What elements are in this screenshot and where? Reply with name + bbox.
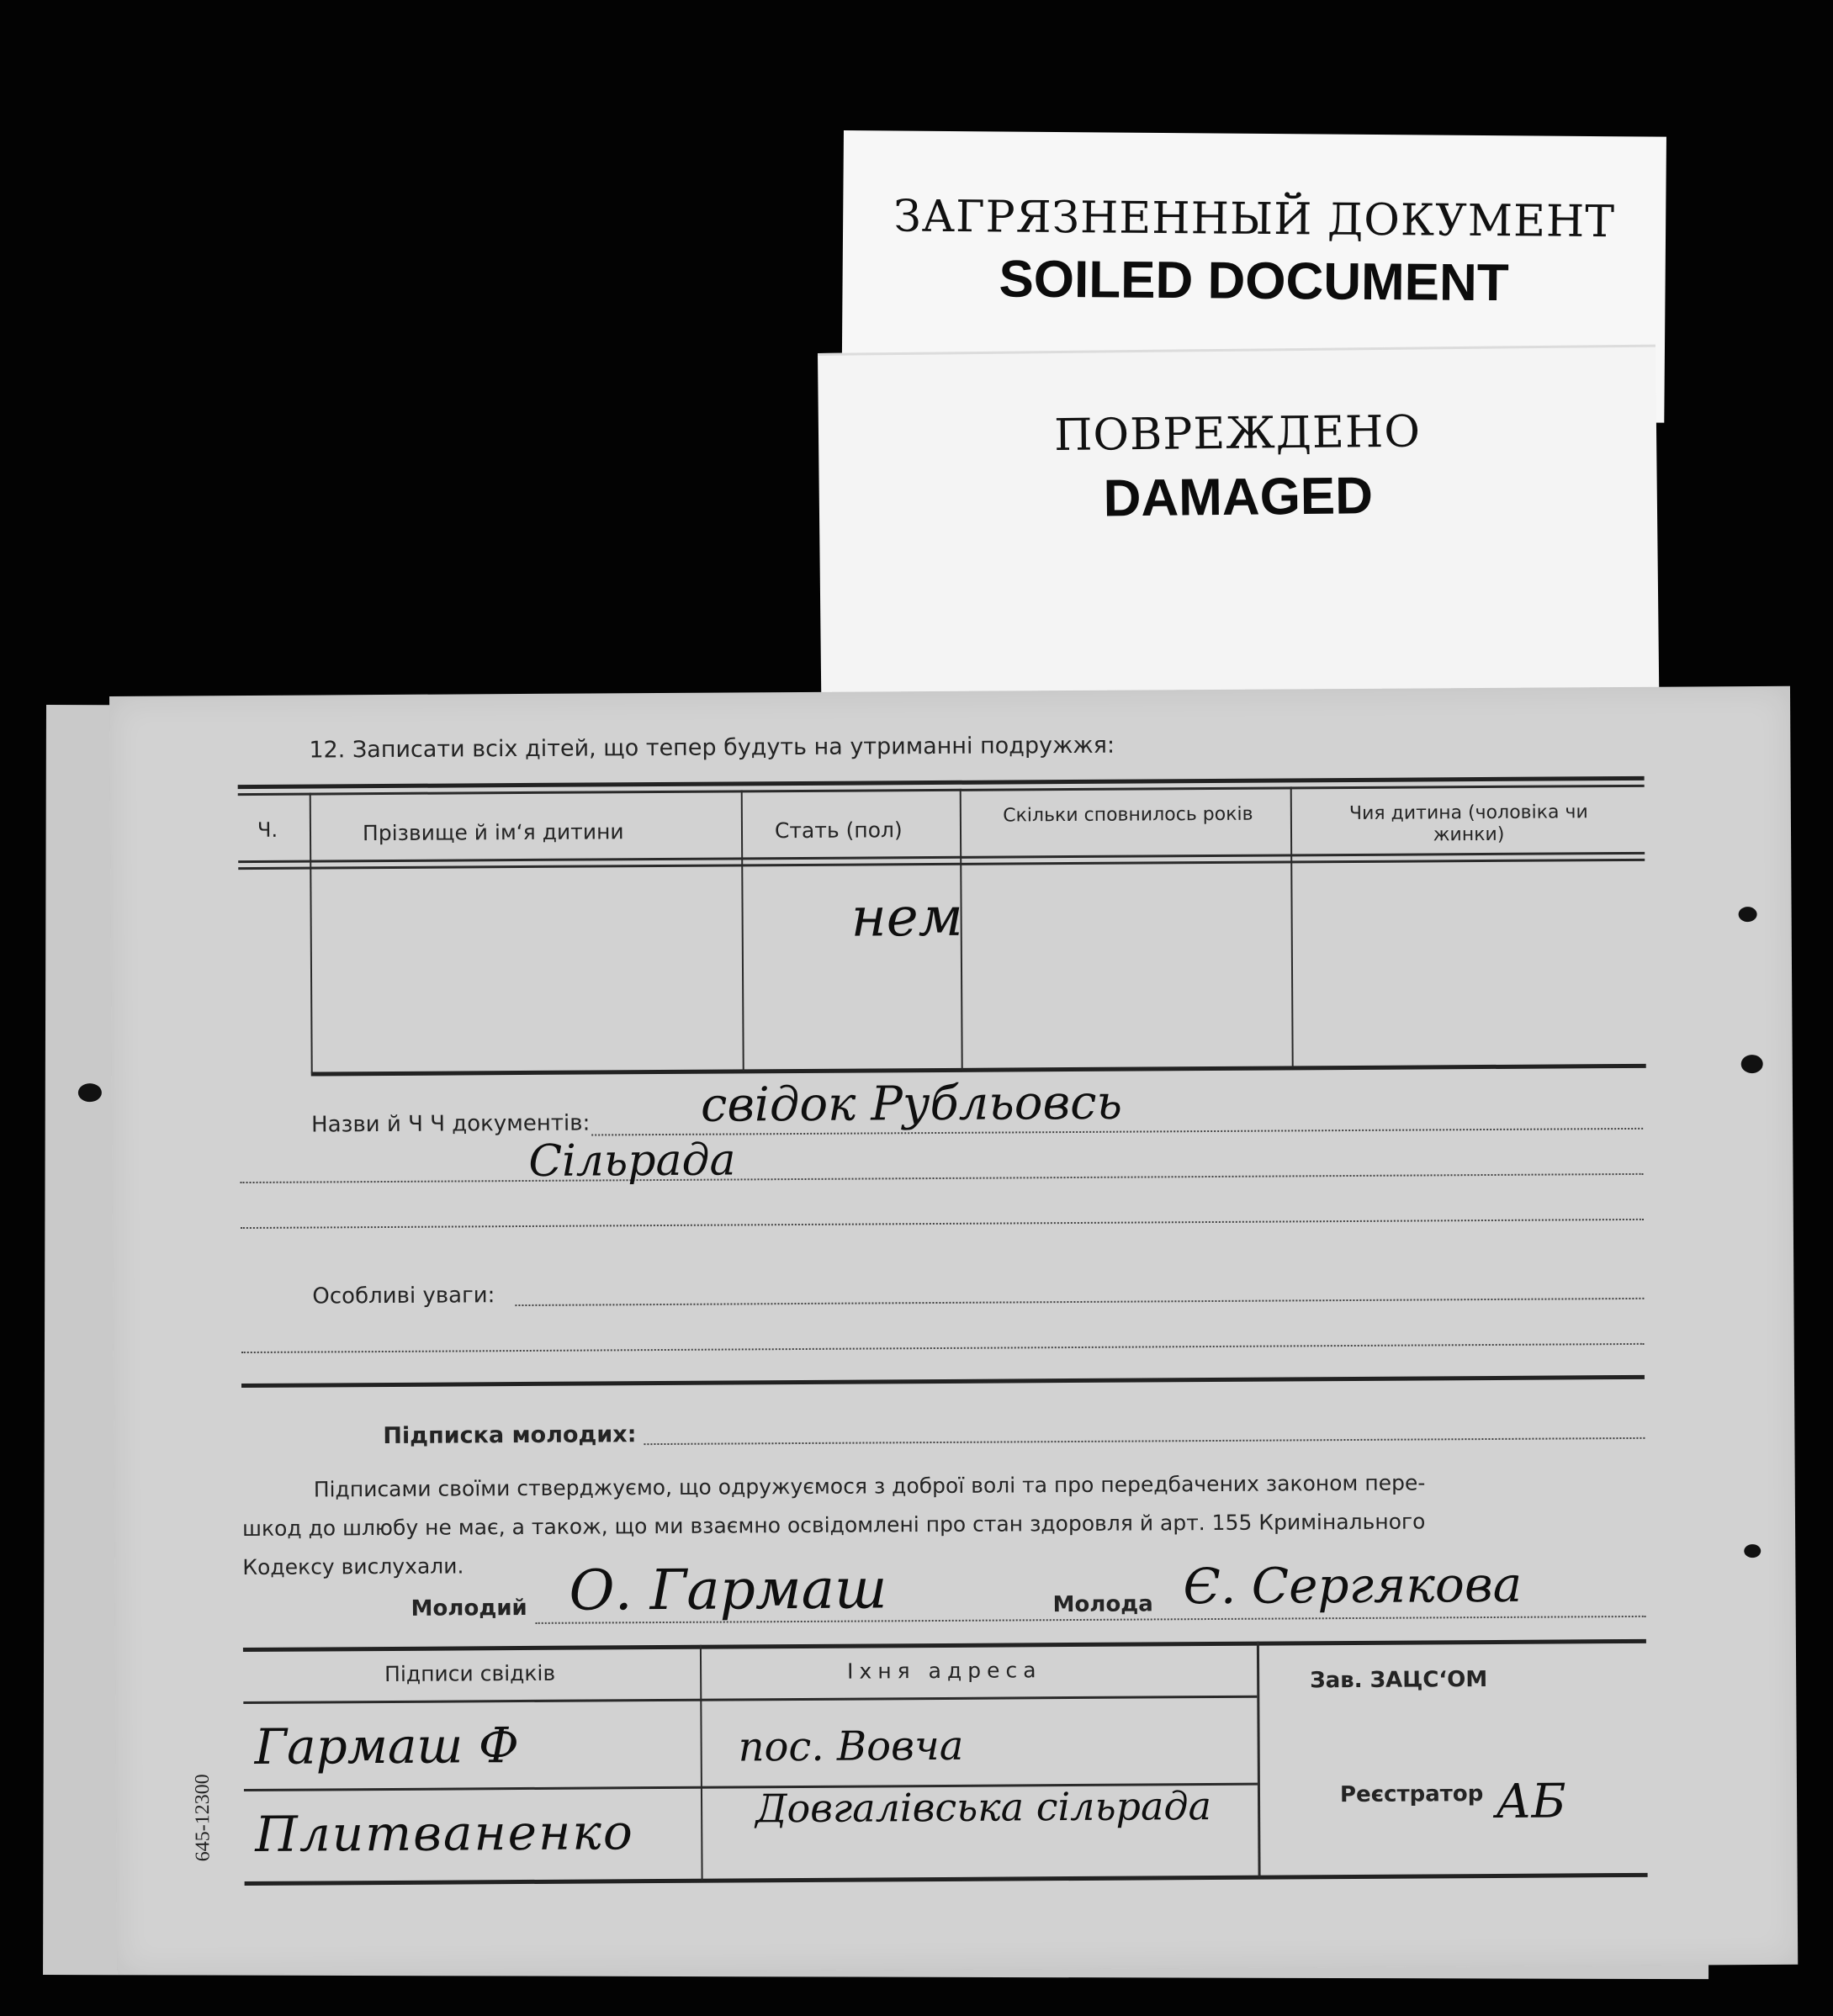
damaged-label-ru: ПОВРЕЖДЕНО [1053, 406, 1422, 462]
groom-signature: О. Гармаш [569, 1556, 887, 1623]
table-col-divider [741, 790, 744, 1071]
subscription-title: Підписка молодих: [383, 1421, 637, 1450]
table-bottom-rule [311, 1064, 1646, 1077]
registrar-label: Реєстратор [1339, 1781, 1484, 1808]
print-code: 645-12300 [191, 1774, 215, 1862]
col-age: Скільки сповнилось років [1003, 803, 1253, 827]
witness-header-rule [243, 1696, 1257, 1704]
col-child-name: Прізвище й ім‘я дитини [362, 819, 624, 846]
bride-signature: Є. Сергякова [1183, 1555, 1523, 1616]
registrar-signature: АБ [1495, 1774, 1566, 1829]
punch-hole [1741, 1055, 1763, 1073]
subscription-line [644, 1437, 1645, 1445]
documents-handwriting-2: Сільрада [528, 1135, 736, 1187]
witness-signature-1: Гармаш Ф [254, 1717, 520, 1775]
notes-label: Особливі уваги: [312, 1283, 495, 1310]
declaration-line-1: Підписами своїми стверджуємо, що одружуємося з доброї волі та про передбачених законом пере- [313, 1470, 1426, 1502]
soiled-label-en: SOILED DOCUMENT [999, 250, 1509, 313]
address-header: Іхня адреса [847, 1658, 1042, 1684]
witness-address-2: Довгалівська сільрада [755, 1783, 1212, 1832]
notes-line [515, 1298, 1644, 1306]
registry-head-label: Зав. ЗАЦС‘ОМ [1310, 1667, 1488, 1694]
punch-hole [78, 1083, 102, 1102]
witness-table-bottom [245, 1873, 1648, 1886]
bride-label: Молода [1052, 1591, 1153, 1618]
witness-table-top [243, 1639, 1646, 1652]
witness-address-1: пос. Вовча [738, 1722, 964, 1771]
punch-hole [1739, 907, 1757, 922]
declaration-line-3: Кодексу вислухали. [242, 1553, 464, 1580]
documents-line [241, 1219, 1644, 1229]
section-12-title: 12. Записати всіх дітей, що тепер будуть на утриманні подружжя: [309, 732, 1115, 764]
col-whose-child: Чия дитина (чоловіка чи жинки) [1348, 802, 1588, 846]
table-col-divider [310, 793, 313, 1074]
soiled-label-ru: ЗАГРЯЗНЕННЫЙ ДОКУМЕНТ [893, 191, 1616, 248]
col-number: Ч. [257, 818, 278, 842]
col-sex: Стать (пол) [774, 818, 903, 844]
documents-line [241, 1173, 1644, 1183]
damaged-label [818, 345, 1659, 709]
witness-col-divider [700, 1645, 703, 1881]
damaged-label-en: DAMAGED [1103, 467, 1374, 528]
punch-hole [1744, 1544, 1761, 1558]
witness-col-divider [1257, 1642, 1261, 1877]
witnesses-header: Підписи свідків [384, 1660, 556, 1687]
children-handwriting: нем [850, 886, 963, 950]
documents-handwriting: свідок Рубльовсь [700, 1075, 1123, 1133]
witness-signature-2: Плитваненко [255, 1803, 634, 1863]
groom-label: Молодий [411, 1595, 527, 1622]
section-divider [241, 1375, 1645, 1388]
marriage-record-form [109, 686, 1798, 1975]
table-col-divider [1290, 786, 1294, 1067]
declaration-line-2: шкод до шлюбу не має, а також, що ми взаємно освідомлені про стан здоровля й арт. 155 Кримінального [241, 1509, 1426, 1542]
notes-line [241, 1343, 1645, 1353]
documents-label: Назви й Ч Ч документів: [311, 1110, 591, 1138]
